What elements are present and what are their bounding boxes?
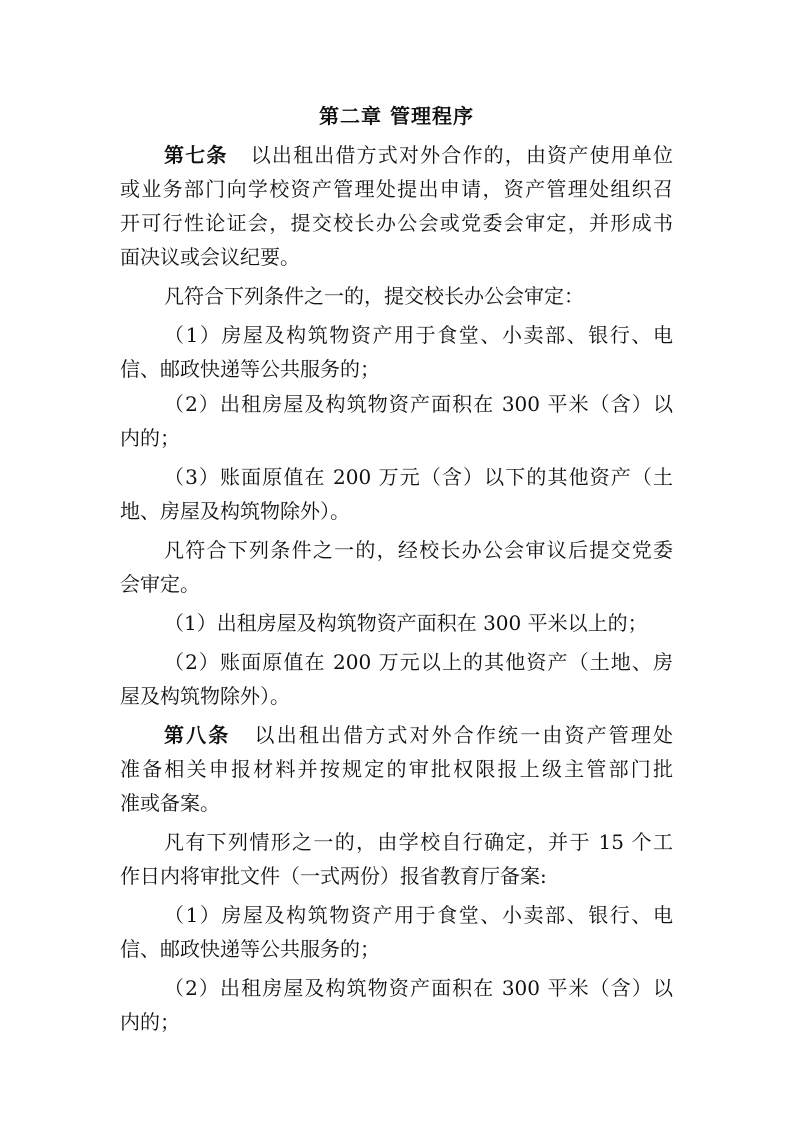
filing-condition-1-cont: 信、邮政快递等公共服务的； [120,937,380,961]
president-conditions-intro: 凡符合下列条件之一的，提交校长办公会审定： [164,284,584,308]
article-7-text-line: 以出租出借方式对外合作的，由资产使用单位 [249,143,674,167]
president-condition-1: （1）房屋及构筑物资产用于食堂、小卖部、银行、电 [164,323,673,347]
filing-conditions-intro: 凡有下列情形之一的，由学校自行确定，并于 15 个工 [164,830,673,854]
article-7-text-line: 或业务部门向学校资产管理处提出申请，资产管理处组织召 [120,177,673,201]
party-conditions-intro: 凡符合下列条件之一的，经校长办公会审议后提交党委 [164,538,673,562]
article-8-text-line: 准或备案。 [120,791,220,815]
president-condition-1-cont: 信、邮政快递等公共服务的； [120,357,380,381]
article-8-text-line: 以出租出借方式对外合作统一由资产管理处 [252,723,674,747]
article-7-label: 第七条 [164,143,228,167]
party-condition-2-cont: 屋及构筑物除外）。 [120,684,290,708]
article-8-first-line [164,718,673,752]
president-condition-2-cont: 内的； [120,426,180,450]
article-7-text-line: 面决议或会议纪要。 [120,245,300,269]
article-7-first-line [164,138,673,172]
article-7-text-line: 开可行性论证会，提交校长办公会或党委会审定，并形成书 [120,211,673,235]
article-8-text-line: 准备相关申报材料并按规定的审批权限报上级主管部门批 [120,757,673,781]
president-condition-3-cont: 地、房屋及构筑物除外）。 [120,499,350,523]
filing-condition-1: （1）房屋及构筑物资产用于食堂、小卖部、银行、电 [164,903,673,927]
party-condition-1: （1）出租房屋及构筑物资产面积在 300 平米以上的； [164,611,648,635]
filing-condition-2-cont: 内的； [120,1010,180,1034]
article-8-label: 第八条 [164,723,231,747]
filing-conditions-intro-cont: 作日内将审批文件（一式两份）报省教育厅备案: [120,864,547,888]
filing-condition-2: （2）出租房屋及构筑物资产面积在 300 平米（含）以 [164,976,673,1000]
party-condition-2: （2）账面原值在 200 万元以上的其他资产（土地、房 [164,650,673,674]
chapter-title: 第二章 管理程序 [319,104,474,128]
president-condition-2: （2）出租房屋及构筑物资产面积在 300 平米（含）以 [164,392,673,416]
party-conditions-intro-cont: 会审定。 [120,572,200,596]
president-condition-3: （3）账面原值在 200 万元（含）以下的其他资产（土 [164,465,673,489]
